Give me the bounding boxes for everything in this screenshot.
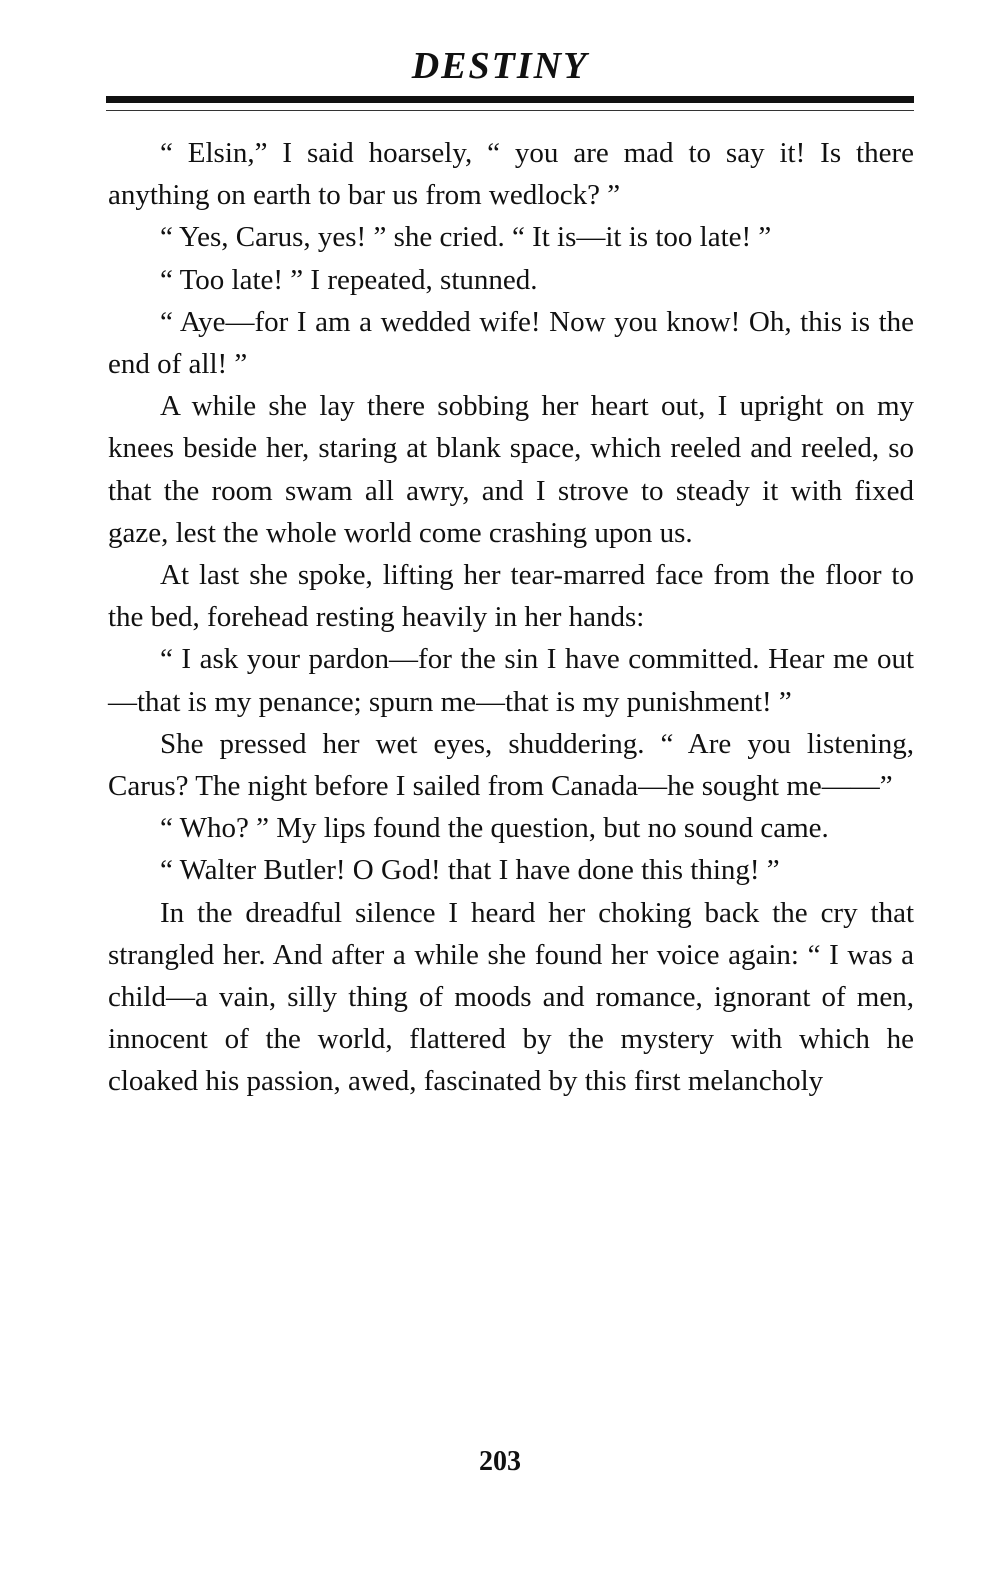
paragraph: “ Too late! ” I repeated, stunned. (160, 263, 538, 296)
running-title: DESTINY (411, 45, 589, 87)
header-rule-thin (106, 110, 914, 111)
paragraph: “ Elsin,” I said hoarsely, “ you are mad to say it! Is there anything on earth to bar us from wedlock? ” (108, 137, 914, 212)
paragraph: At last she spoke, lifting her tear-marred face from the floor to the bed, forehead resting heavily in her hands: (108, 559, 914, 634)
body-text (108, 132, 914, 1103)
paragraph: A while she lay there sobbing her heart out, I upright on my knees beside her, staring at blank space, which reeled and reeled, so that the room swam all awry, and I strove to steady it with fixed gaze, lest the whole world come crashing upon us. (108, 390, 914, 549)
paragraph: “ I ask your pardon—for the sin I have committed. Hear me out—that is my penance; spurn me—that is my punishment! ” (108, 643, 914, 718)
paragraph: “ Yes, Carus, yes! ” she cried. “ It is—it is too late! ” (160, 221, 772, 254)
paragraph: In the dreadful silence I heard her choking back the cry that strangled her. And after a while she found her voice again: “ I was a child—a vain, silly thing of moods and romance, ignorant of men, innocent of the world, flattered by the mystery with which he cloaked his passion, awed, fascinated by this first melancholy (108, 896, 914, 1098)
paragraph: “ Aye—for I am a wedded wife! Now you know! Oh, this is the end of all! ” (108, 305, 914, 381)
page-number: 203 (479, 1446, 521, 1477)
header-rule-thick (106, 96, 914, 103)
paragraph: “ Who? ” My lips found the question, but no sound came. (160, 812, 829, 845)
paragraph: “ Walter Butler! O God! that I have done this thing! ” (160, 854, 780, 887)
paragraph: She pressed her wet eyes, shuddering. “ Are you listening, Carus? The night before I sailed from Canada—he sought me——” (108, 727, 914, 803)
